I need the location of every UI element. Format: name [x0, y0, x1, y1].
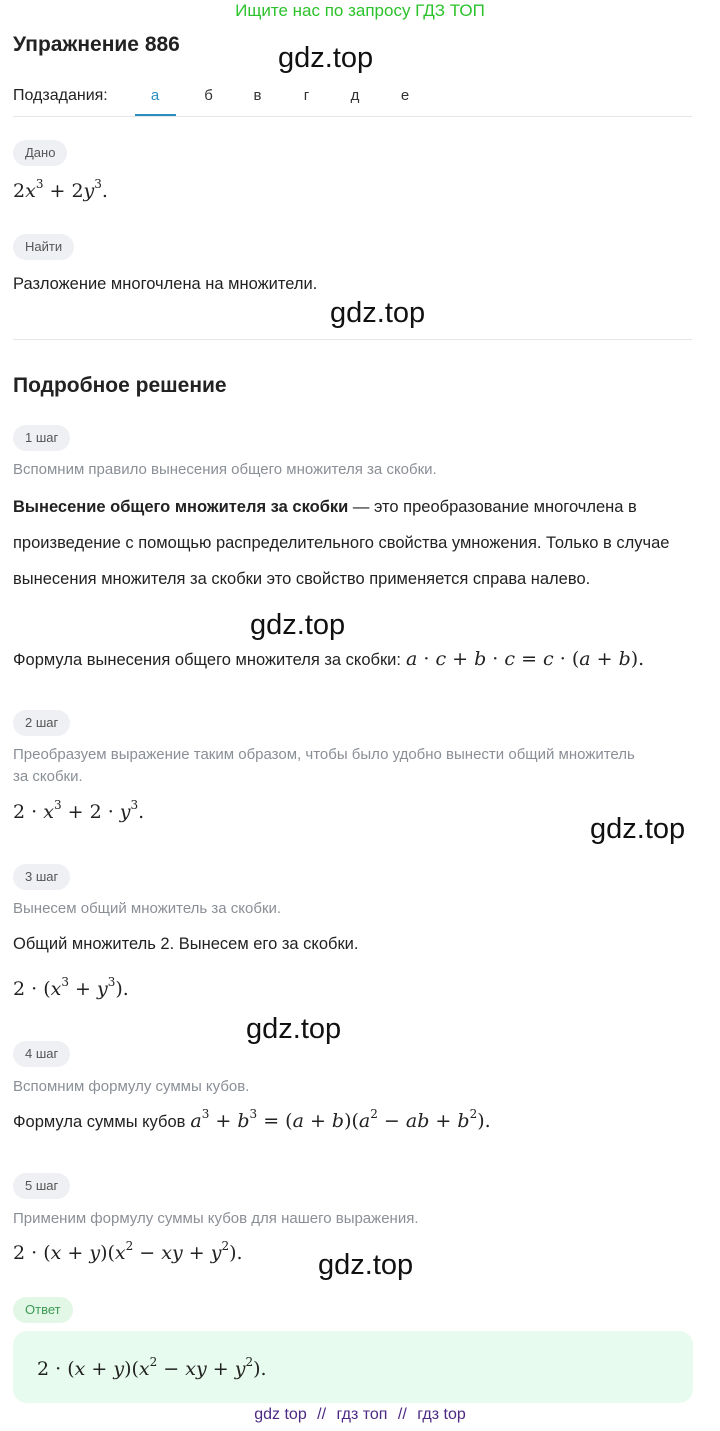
tab-g[interactable]: г — [303, 87, 310, 104]
step-hint: Вспомним правило вынесения общего множителя за скобки. — [13, 461, 437, 478]
formula-line — [13, 648, 644, 670]
formula-label: Формула суммы кубов — [13, 1113, 186, 1131]
step-badge: 2 шаг — [13, 710, 70, 736]
step-expression: $a^3 + b^3 = (a + b)(a^2$ − ab + $b^2$). — [190, 1107, 491, 1132]
tabs-divider — [13, 116, 692, 117]
find-text: Разложение многочлена на множители. — [13, 275, 318, 293]
tab-a[interactable]: а — [150, 87, 160, 104]
footer-link[interactable]: гдз top — [417, 1406, 466, 1423]
step-expression: $2 \cdot x^3 + 2 \cdot y^3$. — [13, 798, 145, 823]
find-badge: Найти — [13, 234, 74, 260]
bold-term: Вынесение общего множителя за скобки — [13, 498, 349, 516]
tab-d[interactable]: д — [350, 87, 360, 104]
step-badge: 1 шаг — [13, 425, 70, 451]
paragraph-rest: — это преобразование многочлена в произведение с помощью распределительного свойства умножения. Только в случае вынесения множителя за скобки это свойство применяется справа налево. — [13, 498, 670, 588]
tab-e[interactable]: е — [400, 87, 410, 104]
step-hint: Вспомним формулу суммы кубов. — [13, 1078, 250, 1095]
step-text: Общий множитель 2. Вынесем его за скобки. — [13, 935, 359, 953]
solution-title: Подробное решение — [13, 374, 227, 397]
footer-link[interactable]: gdz top — [254, 1406, 307, 1423]
answer-badge: Ответ — [13, 1297, 73, 1323]
footer-separator: // — [317, 1406, 327, 1423]
step-badge: 4 шаг — [13, 1041, 70, 1067]
watermark: gdz.top — [246, 1013, 342, 1045]
watermark: gdz.top — [250, 609, 346, 641]
watermark: gdz.top — [590, 813, 686, 845]
formula-line — [13, 1107, 491, 1132]
step-expression: $2 \cdot (x^3 + y^3)$. — [13, 975, 129, 1000]
answer-box — [13, 1331, 693, 1403]
step-hint: Вынесем общий множитель за скобки. — [13, 900, 282, 917]
given-expression: $2x^3 + 2y^3$. — [13, 177, 108, 202]
step-badge: 5 шаг — [13, 1173, 70, 1199]
page-title: Упражнение 886 — [13, 33, 180, 56]
tab-b[interactable]: б — [204, 87, 213, 104]
given-badge: Дано — [13, 140, 67, 166]
footer-separator: // — [397, 1406, 407, 1423]
formula-expression: a · c + b · c = c · (a + b). — [405, 648, 645, 670]
subtask-tabs — [135, 87, 431, 104]
step-badge: 3 шаг — [13, 864, 70, 890]
active-tab-underline — [135, 114, 176, 116]
tab-v[interactable]: в — [253, 87, 262, 104]
subtasks-label: Подзадания: — [13, 87, 108, 104]
watermark: gdz.top — [278, 42, 374, 74]
footer — [0, 1406, 720, 1424]
step-paragraph — [13, 489, 703, 597]
answer-expression: $2 \cdot (x + y)(x^2$ − xy + $y^2$). — [37, 1355, 267, 1380]
section-divider — [13, 339, 692, 340]
formula-label: Формула вынесения общего множителя за скобки: — [13, 651, 401, 669]
step-expression: $2 \cdot (x + y)(x^2$ − xy + $y^2$). — [13, 1239, 243, 1264]
step-hint: Применим формулу суммы кубов для нашего выражения. — [13, 1210, 419, 1227]
footer-link[interactable]: гдз топ — [336, 1406, 388, 1423]
top-banner: Ищите нас по запросу ГДЗ ТОП — [235, 1, 485, 20]
watermark: gdz.top — [318, 1249, 414, 1281]
step-hint: Преобразуем выражение таким образом, чтобы было удобно вынести общий множитель за скобки. — [13, 746, 635, 785]
watermark: gdz.top — [330, 297, 426, 329]
